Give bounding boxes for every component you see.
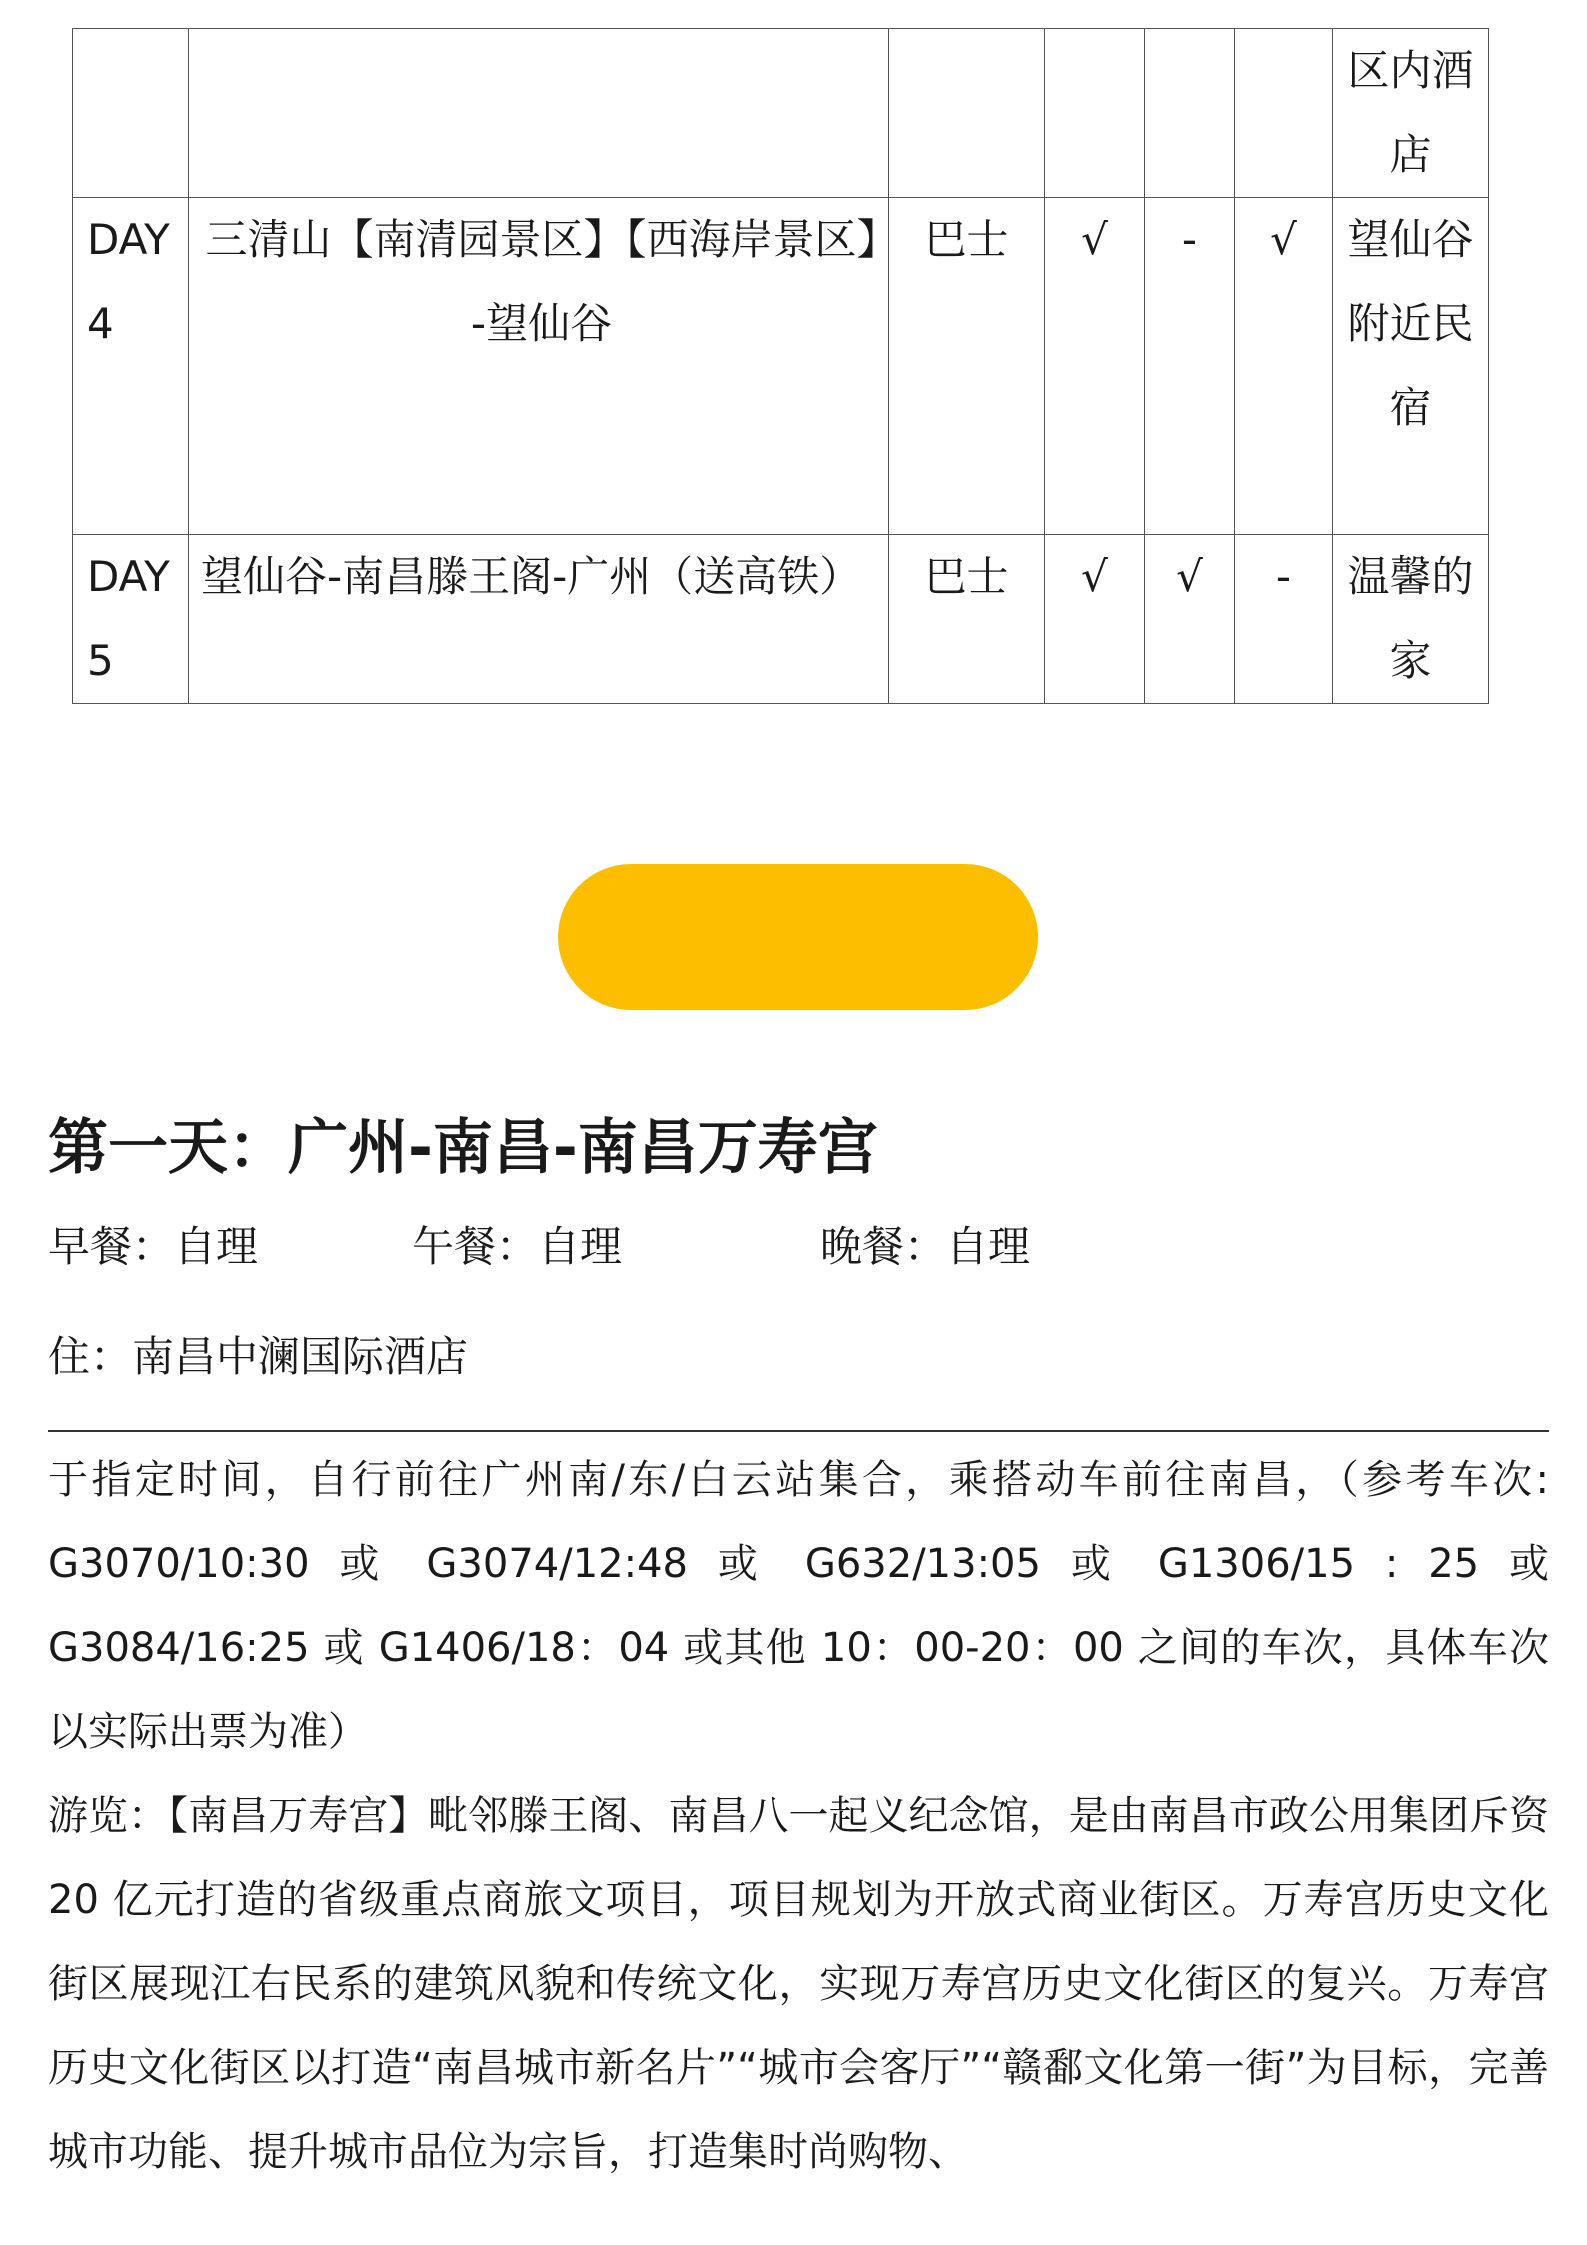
lunch-cell: √ <box>1145 535 1235 704</box>
day-description <box>48 1438 1549 2194</box>
breakfast-cell: √ <box>1045 198 1145 535</box>
section-pill-decoration <box>558 864 1038 1010</box>
breakfast-label: 早餐：自理 <box>48 1222 259 1271</box>
stay-cell: 区内酒店 <box>1333 29 1489 198</box>
lunch-cell <box>1145 29 1235 198</box>
day-cell: DAY5 <box>73 535 189 704</box>
dinner-label: 晚餐：自理 <box>820 1222 1031 1271</box>
itinerary-table <box>72 28 1489 704</box>
transport-cell: 巴士 <box>889 198 1045 535</box>
table-row <box>73 535 1489 704</box>
breakfast-cell <box>1045 29 1145 198</box>
stay-cell: 望仙谷附近民宿 <box>1333 198 1489 535</box>
sightseeing-paragraph: 游览：【南昌万寿宫】毗邻滕王阁、南昌八一起义纪念馆，是由南昌市政公用集团斥资 20 亿元打造的省级重点商旅文项目，项目规划为开放式商业街区。万寿宫历史文化街区展现江右民系的建筑风貌和传统文化，实现万寿宫历史文化街区的复兴。万寿宫历史文化街区以打造“南昌城市新名片”“城市会客厅”“赣鄱文化第一街”为目标，完善城市功能、提升城市品位为宗旨，打造集时尚购物、 <box>48 1793 1549 2175</box>
route-cell: 三清山【南清园景区】【西海岸景区】-望仙谷 <box>189 198 889 535</box>
day-cell <box>73 29 189 198</box>
table-row <box>73 198 1489 535</box>
day-title: 第一天：广州-南昌-南昌万寿宫 <box>48 1113 878 1183</box>
travel-paragraph: 于指定时间，自行前往广州南/东/白云站集合，乘搭动车前往南昌，（参考车次: G3070/10:30 或 G3074/12:48 或 G632/13:05 或 G1306/15 : 25 或 G3084/16:25 或 G1406/18：04 或其他 10：00-20：00 之间的车次，具体车次以实际出票为准） <box>48 1457 1549 1755</box>
table-row <box>73 29 1489 198</box>
lunch-label: 午餐：自理 <box>412 1222 623 1271</box>
route-cell: 望仙谷-南昌滕王阁-广州（送高铁） <box>189 535 889 704</box>
route-cell <box>189 29 889 198</box>
day-cell: DAY4 <box>73 198 189 535</box>
meals-line <box>48 1212 1538 1282</box>
divider <box>48 1430 1549 1432</box>
dinner-cell: - <box>1235 535 1333 704</box>
breakfast-cell: √ <box>1045 535 1145 704</box>
stay-cell: 温馨的家 <box>1333 535 1489 704</box>
lunch-cell: - <box>1145 198 1235 535</box>
dinner-cell <box>1235 29 1333 198</box>
dinner-cell: √ <box>1235 198 1333 535</box>
transport-cell <box>889 29 1045 198</box>
hotel-line: 住：南昌中澜国际酒店 <box>48 1332 469 1381</box>
transport-cell: 巴士 <box>889 535 1045 704</box>
